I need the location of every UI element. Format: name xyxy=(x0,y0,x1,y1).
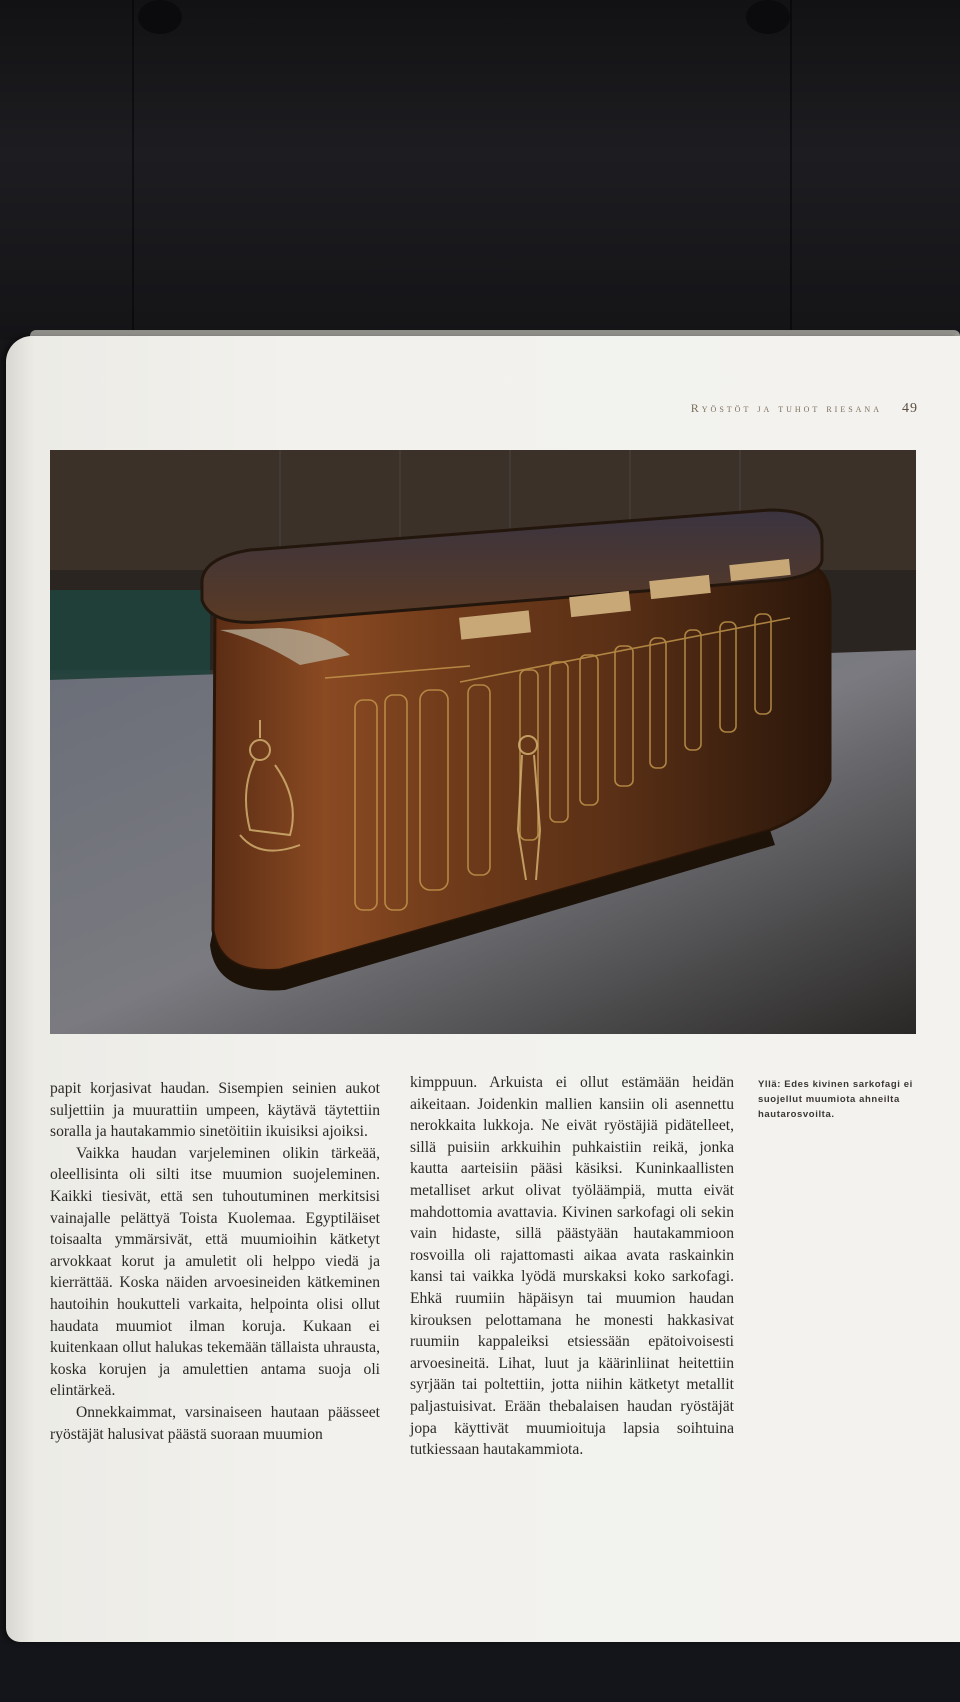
paragraph: kimppuun. Arkuista ei ollut estämään heidän aikeitaan. Joidenkin mallien kansiin oli asennettu nerokkaita lukkoja. Ne eivät ryöstäjiä pidätelleet, sillä puisiin arkkuihin puhkaistiin reikä, jonka kautta aarteisiin pääsi käsiksi. Kuninkaallisten metalliset arkut olivat työläämpiä, mutta eivät mahdottomia avattavia. Kivinen sarkofagi oli sekin vain hidaste, sillä päästyään hautakammioon rosvoilla oli rajattomasti aikaa avata raskainkin kansi tai vaikka lyödä murskaksi koko sarkofagi. Ehkä ruumiin häpäisyn tai muumion haudan kirouksen pelottamana he monesti hakkasivat ruumiin kappaleiksi etsiessään epätoivoisesti arvoesineitä. Lihat, luut ja käärinliinat heitettiin syrjään tai poltettiin, jotta niihin kätketyt metallit paljastuisivat. Erään thebalaisen haudan ryöstäjät jopa käyttivät muumioituja lapsia soihtuina tutkiessaan hautakammiota. xyxy=(410,1074,734,1459)
green-panel xyxy=(50,590,210,690)
running-header xyxy=(691,401,918,417)
paragraph: Vaikka haudan varjeleminen olikin tärkeää, oleellisinta oli silti itse muumion suojeleminen. Kaikki tiesivät, että sen tuhoutuminen merkitsisi vainajalle pelättyä Toista Kuolemaa. Egyptiläiset toisaalta ymmärsivät, että muumioihin kätketyt arvokkaat korut ja amuletit oli helppo viedä ja kierrättää. Koska näiden arvoesineiden kätkeminen hautoihin houkutteli varkaita, helpointa olisi ollut haudata muumiot ilman koruja. Kukaan ei kuitenkaan ollut halukas tekemään tällaista uhrausta, koska korujen ja amulettien antama suoja oli elintärkeä. xyxy=(50,1144,380,1400)
paragraph: Onnekkaimmat, varsinaiseen hautaan päässeet ryöstäjät halusivat päästä suoraan muumion xyxy=(50,1403,380,1443)
photo-caption: Yllä: Edes kivinen sarkofagi ei suojellut muumiota ahneilta hautarosvoilta. xyxy=(758,1079,913,1120)
paragraph: papit korjasivat haudan. Sisempien seinien aukot suljettiin ja muurattiin umpeen, käytävä täytettiin soralla ja hautakammio sinetöitiin ikuisiksi ajoiksi. xyxy=(50,1080,380,1141)
fabric-seam xyxy=(132,0,134,340)
sarcophagus-photo xyxy=(50,450,916,1034)
fabric-seam xyxy=(790,0,792,340)
dark-backdrop-bottom xyxy=(0,1640,960,1702)
running-title: Ryöstöt ja tuhot riesana xyxy=(690,401,882,415)
page-number: 49 xyxy=(902,401,918,416)
text-column-2 xyxy=(410,1072,734,1461)
upholstery-button xyxy=(746,0,790,34)
upholstery-button xyxy=(138,0,182,34)
text-column-1 xyxy=(50,1078,380,1445)
dark-backdrop xyxy=(0,0,960,340)
sarcophagus-illustration xyxy=(50,450,916,1034)
